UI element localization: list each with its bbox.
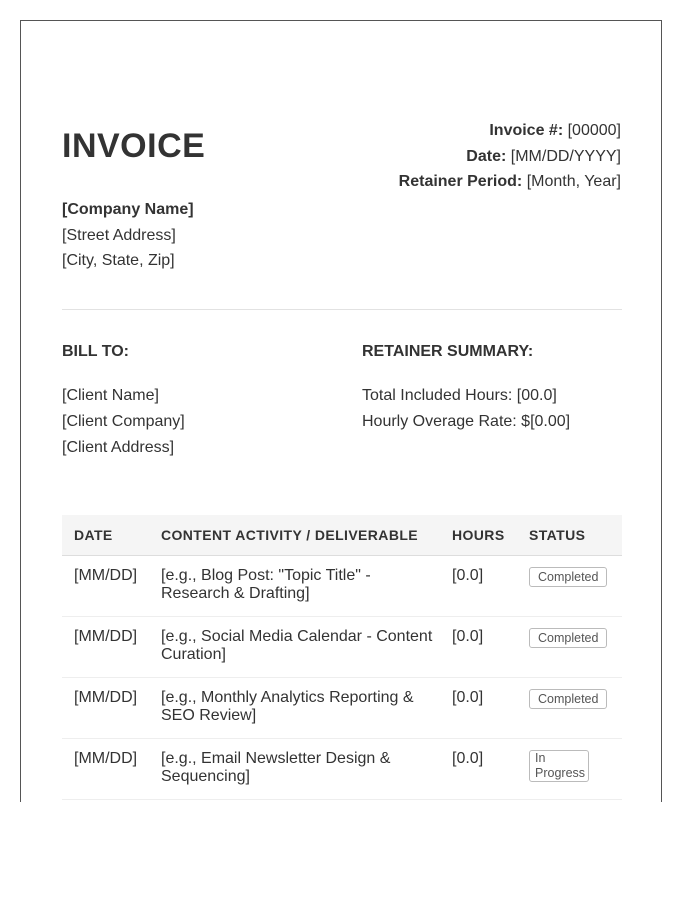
header-divider xyxy=(62,309,622,310)
status-badge: In Progress xyxy=(529,750,589,782)
invoice-meta xyxy=(399,118,621,195)
table-header-row xyxy=(62,515,622,555)
status-badge: Completed xyxy=(529,628,607,648)
bill-to-heading: BILL TO: xyxy=(62,343,129,360)
status-badge: Completed xyxy=(529,567,607,587)
table-row xyxy=(62,738,622,799)
retainer-period-line xyxy=(399,169,621,195)
row-activity: [e.g., Email Newsletter Design & Sequencing] xyxy=(149,738,440,799)
header-date: DATE xyxy=(62,515,149,555)
retainer-summary-heading: RETAINER SUMMARY: xyxy=(362,343,534,360)
table-row xyxy=(62,555,622,616)
row-status-cell xyxy=(517,616,622,677)
row-date: [MM/DD] xyxy=(62,555,149,616)
invoice-date-value: [MM/DD/YYYY] xyxy=(510,147,621,165)
client-name: [Client Name] xyxy=(62,387,159,404)
row-hours: [0.0] xyxy=(440,738,517,799)
row-date: [MM/DD] xyxy=(62,616,149,677)
row-activity: [e.g., Blog Post: "Topic Title" - Research & Drafting] xyxy=(149,555,440,616)
row-activity: [e.g., Monthly Analytics Reporting & SEO Review] xyxy=(149,677,440,738)
invoice-page xyxy=(20,20,662,802)
hourly-overage-rate: Hourly Overage Rate: $[0.00] xyxy=(362,413,571,430)
row-date: [MM/DD] xyxy=(62,677,149,738)
company-name: [Company Name] xyxy=(62,201,194,218)
row-status-cell xyxy=(517,738,622,799)
retainer-period-label: Retainer Period: xyxy=(398,173,523,190)
row-status-cell xyxy=(517,555,622,616)
retainer-period-value: [Month, Year] xyxy=(526,173,621,190)
status-badge: Completed xyxy=(529,689,607,709)
activity-table xyxy=(62,515,622,800)
bill-to-block xyxy=(62,383,185,461)
total-included-hours: Total Included Hours: [00.0] xyxy=(362,387,557,404)
client-company: [Client Company] xyxy=(62,413,185,430)
header-hours: HOURS xyxy=(440,515,517,555)
table-row xyxy=(62,616,622,677)
header-activity: CONTENT ACTIVITY / DELIVERABLE xyxy=(149,515,440,555)
invoice-number-label: Invoice #: xyxy=(489,122,564,139)
header-status: STATUS xyxy=(517,515,622,555)
invoice-date-line xyxy=(399,144,621,170)
row-date: [MM/DD] xyxy=(62,738,149,799)
row-activity: [e.g., Social Media Calendar - Content Curation] xyxy=(149,616,440,677)
invoice-number-value: [00000] xyxy=(567,122,621,139)
client-address: [Client Address] xyxy=(62,439,175,456)
company-street: [Street Address] xyxy=(62,226,176,244)
company-block xyxy=(62,197,194,274)
row-hours: [0.0] xyxy=(440,677,517,738)
invoice-title: INVOICE xyxy=(62,127,206,165)
row-status-cell xyxy=(517,677,622,738)
company-city: [City, State, Zip] xyxy=(62,252,175,269)
table-row xyxy=(62,677,622,738)
invoice-number-line xyxy=(399,118,621,144)
row-hours: [0.0] xyxy=(440,616,517,677)
retainer-summary-block xyxy=(362,383,570,435)
invoice-date-label: Date: xyxy=(466,147,507,165)
row-hours: [0.0] xyxy=(440,555,517,616)
